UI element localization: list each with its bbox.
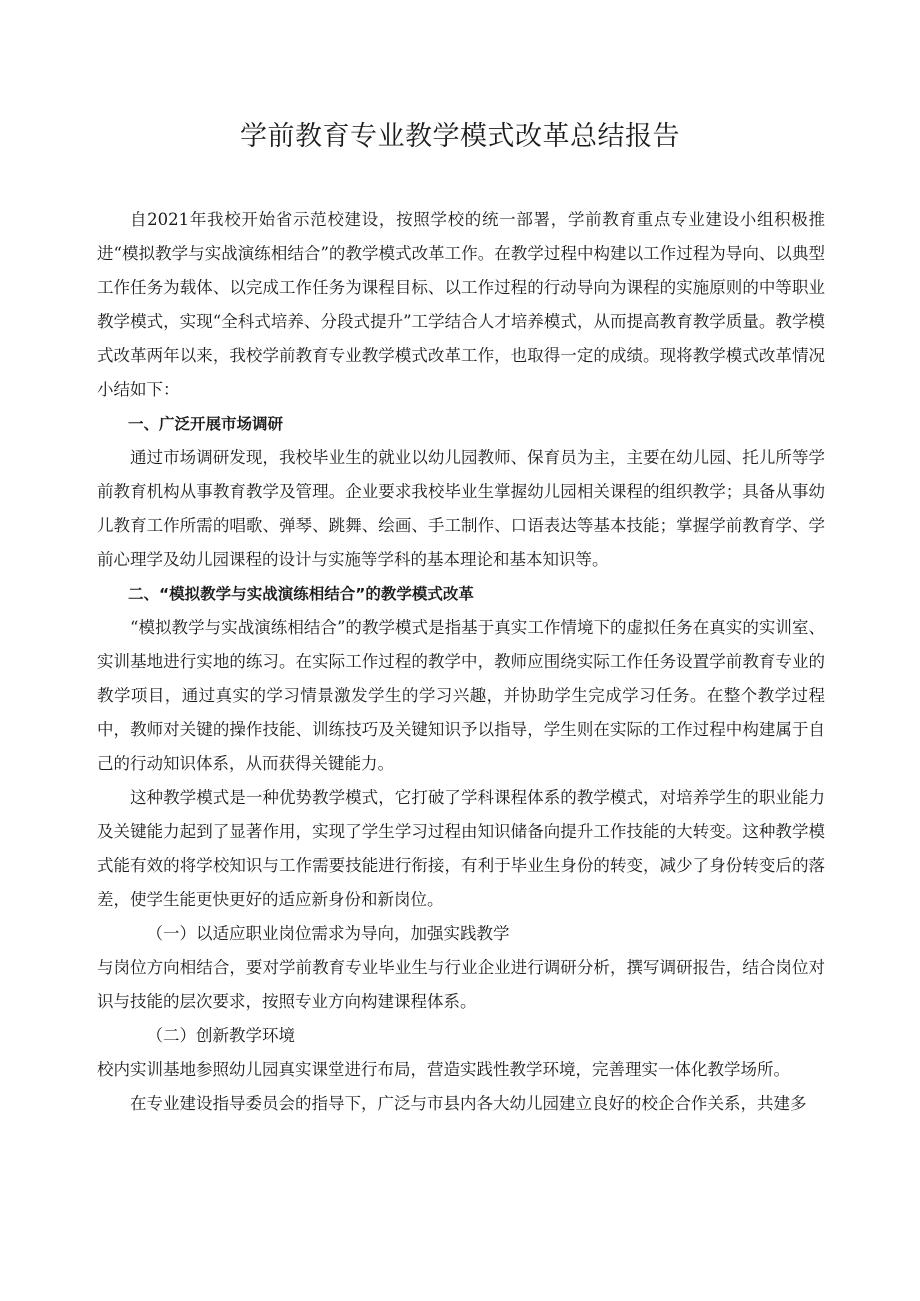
subsection-2-paragraph-2: 在专业建设指导委员会的指导下，广泛与市县内各大幼儿园建立良好的校企合作关系，共建多 — [130, 1094, 807, 1113]
document-title: 学前教育专业教学模式改革总结报告 — [240, 121, 680, 152]
subsection-1-paragraph: 与岗位方向相结合，要对学前教育专业毕业生与行业企业进行调研分析，撰写调研报告，结合岗位对识与技能的层次要求，按照专业方向构建课程体系。 — [97, 958, 825, 1011]
section-2-paragraph-2: 这种教学模式是一种优势教学模式，它打破了学科课程体系的教学模式，对培养学生的职业能力及关键能力起到了显著作用，实现了学生学习过程由知识储备向提升工作技能的大转变。这种教学模式能有效的将学校知识与工作需要技能进行衔接，有利于毕业生身份的转变，减少了身份转变后的落差，使学生能更快更好的适应新身份和新岗位。 — [97, 788, 825, 909]
subsection-2-paragraph-1: 校内实训基地参照幼儿园真实课堂进行布局，营造实践性教学环境，完善理实一体化教学场所。 — [97, 1060, 790, 1079]
document-body — [97, 203, 825, 1121]
section-2-paragraph-1: “模拟教学与实战演练相结合”的教学模式是指基于真实工作情境下的虚拟任务在真实的实训室、实训基地进行实地的练习。在实际工作过程的教学中，教师应围绕实际工作任务设置学前教育专业的教学项目，通过真实的学习情景激发学生的学习兴趣，并协助学生完成学习任务。在整个教学过程中，教师对关键的操作技能、训练技巧及关键知识予以指导，学生则在实际的工作过程中构建属于自己的行动知识体系，从而获得关键能力。 — [97, 618, 825, 773]
intro-paragraph: 自2021年我校开始省示范校建设，按照学校的统一部署，学前教育重点专业建设小组积极推进“模拟教学与实战演练相结合”的教学模式改革工作。在教学过程中构建以工作过程为导向、以典型工作任务为载体、以完成工作任务为课程目标、以工作过程的行动导向为课程的实施原则的中等职业教学模式，实现“全科式培养、分段式提升”工学结合人才培养模式，从而提高教育教学质量。教学模式改革两年以来，我校学前教育专业教学模式改革工作，也取得一定的成绩。现将教学模式改革情况小结如下： — [97, 210, 825, 399]
section-heading-1: 一、广泛开展市场调研 — [128, 415, 284, 433]
section-1-paragraph: 通过市场调研发现，我校毕业生的就业以幼儿园教师、保育员为主，主要在幼儿园、托儿所等学前教育机构从事教育教学及管理。企业要求我校毕业生掌握幼儿园相关课程的组织教学；具备从事幼儿教育工作所需的唱歌、弹琴、跳舞、绘画、手工制作、口语表达等基本技能；掌握学前教育学、学前心理学及幼儿园课程的设计与实施等学科的基本理论和基本知识等。 — [97, 448, 825, 569]
section-heading-2: 二、“模拟教学与实战演练相结合”的教学模式改革 — [128, 585, 474, 603]
subsection-heading-1: （一）以适应职业岗位需求为导向，加强实践教学 — [146, 924, 510, 943]
subsection-heading-2: （二）创新教学环境 — [146, 1026, 295, 1045]
